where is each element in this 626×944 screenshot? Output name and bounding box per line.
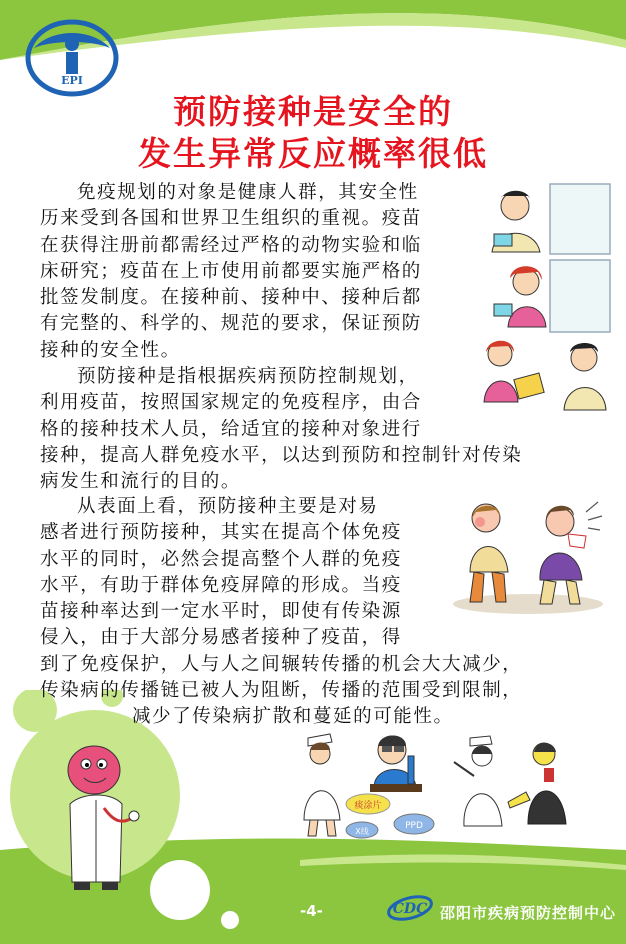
paragraph-3-line: 传染病的传播链已被人为阻断，传播的范围受到限制， bbox=[40, 680, 523, 702]
sick-people-illustration bbox=[448, 492, 608, 616]
paragraph-2-line: 利用疫苗，按照国家规定的免疫程序，由合 bbox=[40, 392, 422, 414]
paragraph-2-line: 接种，提高人群免疫水平，以达到预防和控制针对传染 bbox=[40, 444, 523, 466]
paragraph-3-line: 感者进行预防接种，其实在提高个体免疫 bbox=[40, 522, 402, 544]
pill-label: 痰涂片 bbox=[354, 801, 382, 811]
paragraph-1-line: 有完整的、科学的、规范的要求，保证预防 bbox=[40, 313, 422, 335]
paragraph-3-line: 水平的同时，必然会提高整个人群的免疫 bbox=[40, 548, 402, 570]
paragraph-3-line: 从表面上看，预防接种主要是对易 bbox=[77, 496, 379, 517]
xray-label: X线 bbox=[355, 827, 369, 836]
paragraph-3-line: 到了免疫保护，人与人之间辗转传播的机会大大减少， bbox=[40, 653, 523, 675]
page-number: -4- bbox=[300, 902, 323, 920]
epi-logo-text: EPI bbox=[61, 74, 83, 87]
page-title-line-1: 预防接种是安全的 bbox=[173, 92, 453, 131]
paragraph-1-line: 历来受到各国和世界卫生组织的重视。疫苗 bbox=[40, 208, 422, 230]
paragraph-3-line: 水平，有助于群体免疫屏障的形成。当疫 bbox=[40, 574, 402, 596]
paragraph-1 bbox=[40, 180, 485, 364]
ppd-label: PPD bbox=[405, 821, 423, 831]
cdc-logo bbox=[385, 890, 435, 924]
cdc-logo-text: CDC bbox=[392, 901, 428, 917]
paragraph-2-line: 病发生和流行的目的。 bbox=[40, 471, 242, 493]
tb-testing-illustration bbox=[296, 728, 446, 840]
paragraph-2-line: 预防接种是指根据疾病预防控制规划， bbox=[77, 366, 419, 387]
vaccination-counter-illustration bbox=[480, 182, 612, 414]
paragraph-3-line: 苗接种率达到一定水平时，即使有传染源 bbox=[40, 601, 402, 623]
paragraph-1-line: 接种的安全性。 bbox=[40, 339, 181, 361]
injection-illustration bbox=[448, 732, 588, 836]
paragraph-1-line: 免疫规划的对象是健康人群，其安全性 bbox=[77, 182, 419, 203]
organization-name: 邵阳市疾病预防控制中心 bbox=[440, 904, 617, 922]
paragraph-1-line: 在获得注册前都需经过严格的动物实验和临 bbox=[40, 234, 422, 256]
paragraph-1-line: 床研究；疫苗在上市使用前都要实施严格的 bbox=[40, 260, 422, 282]
paragraph-1-line: 批签发制度。在接种前、接种中、接种后都 bbox=[40, 287, 422, 309]
doctor-mascot-illustration bbox=[52, 742, 147, 892]
paragraph-3-line: 侵入，由于大部分易感者接种了疫苗，得 bbox=[40, 627, 402, 649]
page-title-line-2: 发生异常反应概率很低 bbox=[138, 134, 488, 173]
paragraph-2-line: 格的接种技术人员，给适宜的接种对象进行 bbox=[40, 418, 422, 440]
paragraph-3-line: 减少了传染病扩散和蔓延的可能性。 bbox=[132, 706, 454, 728]
